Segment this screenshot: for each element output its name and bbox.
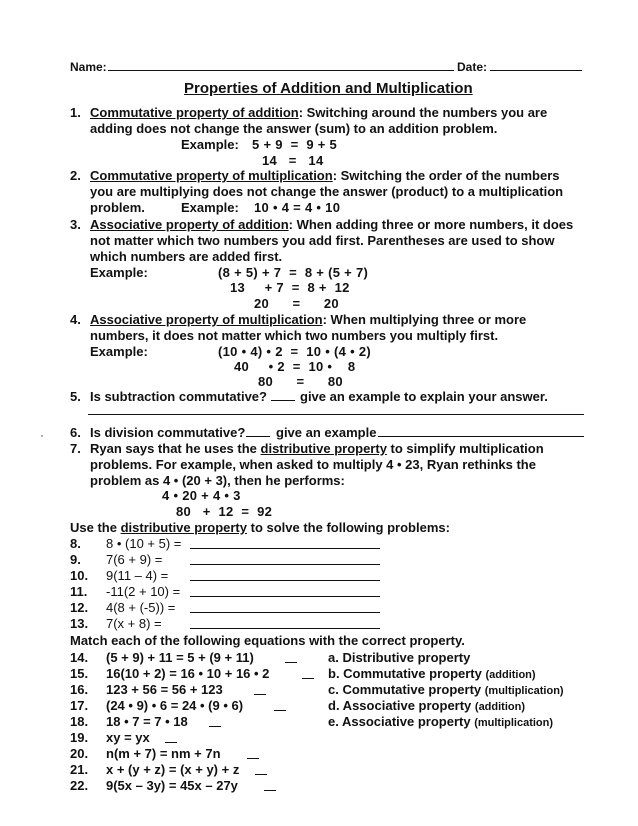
item-4-line-2: numbers, it does not matter which two numbers you multiply first. [90,328,499,343]
item-7-line-2: problems. For example, when asked to multiply 4 • 23, Ryan rethinks the [90,457,536,472]
matching-answer-blank[interactable] [247,758,259,759]
matching-answer-blank[interactable] [209,726,221,727]
item-1-line-1: Commutative property of addition: Switching around the numbers you are [90,105,548,120]
item-1-term: Commutative property of addition [90,105,299,120]
distributive-term: distributive property [120,520,247,535]
distributive-answer-blank[interactable] [190,548,380,549]
item-7-calc-2: 80 + 12 = 92 [176,504,273,519]
matching-answer-blank[interactable] [302,678,314,679]
item-3-example-line-1: (8 + 5) + 7 = 8 + (5 + 7) [218,265,369,280]
item-2-line-3: problem. [90,200,145,215]
matching-choice-label: e. Associative property [328,714,475,729]
item-4-number: 4. [70,312,81,327]
item-5-prompt: give an example to explain your answer. [300,389,548,404]
date-label: Date: [457,60,488,74]
matching-equation: (24 • 9) • 6 = 24 • (9 • 6) [106,698,244,713]
matching-equation-number: 14. [70,650,89,665]
date-field[interactable] [490,70,582,71]
item-3-line-2: not matter which two numbers you add first. Parentheses are used to show [90,233,555,248]
item-3-term: Associative property of addition [90,217,289,232]
matching-equation-number: 18. [70,714,89,729]
item-3-line-1: Associative property of addition: When adding three or more numbers, it does [90,217,574,232]
matching-choice-label: c. Commutative property [328,682,485,697]
matching-choice-note: (addition) [485,669,536,681]
matching-equation-number: 17. [70,698,89,713]
matching-intro: Match each of the following equations with the correct property. [70,633,465,648]
item-6-number: 6. [70,425,81,440]
item-3-example-line-3: 20 = 20 [254,296,339,311]
item-4-example-line-2: 40 • 2 = 10 • 8 [234,359,356,374]
matching-choice-label: d. Associative property [328,698,475,713]
distributive-problem-number: 12. [70,600,89,615]
matching-choice-note: (multiplication) [474,717,554,729]
matching-equation: 16(10 + 2) = 16 • 10 + 16 • 2 [106,666,270,681]
matching-choice [328,650,470,666]
distributive-problem-number: 13. [70,616,89,631]
item-7-line-3: problem as 4 • (20 + 3), then he performs: [90,473,345,488]
matching-equation-number: 15. [70,666,89,681]
matching-equation-number: 19. [70,730,89,745]
item-2-number: 2. [70,168,81,183]
matching-equation: 123 + 56 = 56 + 123 [106,682,223,697]
name-field[interactable] [108,70,454,71]
matching-choice-note: (addition) [474,701,526,713]
matching-equation: 18 • 7 = 7 • 18 [106,714,188,729]
matching-equation-number: 20. [70,746,89,761]
matching-answer-blank[interactable] [285,662,297,663]
item-6-question: Is division commutative? [90,425,246,440]
matching-equation-number: 21. [70,762,89,777]
item-5-question: Is subtraction commutative? [90,389,267,404]
matching-equation-number: 16. [70,682,89,697]
item-1-number: 1. [70,105,81,120]
matching-choice-note: (multiplication) [484,685,564,697]
distributive-problem-expression: 4(8 + (-5)) = [106,600,176,615]
distributive-problem-expression: 8 • (10 + 5) = [106,536,182,551]
matching-equation: n(m + 7) = nm + 7n [106,746,221,761]
item-2-example-label: Example: [181,200,239,215]
item-1-example-line-2: 14 = 14 [262,153,324,168]
item-1-example-line-1: 5 + 9 = 9 + 5 [252,137,338,152]
matching-answer-blank[interactable] [254,694,266,695]
distributive-answer-blank[interactable] [190,612,380,613]
distributive-answer-blank[interactable] [190,564,380,565]
distributive-problem-expression: 7(6 + 9) = [106,552,163,567]
name-label: Name: [70,60,107,74]
matching-choice [328,698,525,715]
item-2-line-2: you are multiplying does not change the answer (product) to a multiplication [90,184,564,199]
matching-equation: (5 + 9) + 11 = 5 + (9 + 11) [106,650,254,665]
distributive-problem-number: 8. [70,536,81,551]
item-3-number: 3. [70,217,81,232]
item-6-answer-blank[interactable] [246,436,270,437]
item-3-example-line-2: 13 + 7 = 8 + 12 [230,280,350,295]
item-2-line-1: Commutative property of multiplication: Switching the order of the numbers [90,168,560,183]
distributive-problem-number: 10. [70,568,89,583]
distributive-problem-number: 9. [70,552,81,567]
item-2-example: 10 • 4 = 4 • 10 [254,200,341,215]
item-6-prompt: give an example [276,425,377,440]
matching-answer-blank[interactable] [165,742,177,743]
item-1-line-2: adding does not change the answer (sum) to an addition problem. [90,121,498,136]
matching-choice-label: b. Commutative property [328,666,486,681]
item-7-number: 7. [70,441,81,456]
distributive-problem-expression: -11(2 + 10) = [106,584,181,599]
distributive-problem-expression: 7(x + 8) = [106,616,162,631]
matching-choice [328,682,564,699]
margin-mark: · [40,428,44,442]
matching-equation: x + (y + z) = (x + y) + z [106,762,240,777]
matching-equation: 9(5x – 3y) = 45x – 27y [106,778,238,793]
item-3-example-label: Example: [90,265,148,280]
item-1-example-label: Example: [181,137,239,152]
item-4-term: Associative property of multiplication [90,312,323,327]
matching-answer-blank[interactable] [274,710,286,711]
item-5-answer-blank[interactable] [271,400,295,401]
matching-answer-blank[interactable] [264,790,276,791]
item-4-example-line-1: (10 • 4) • 2 = 10 • (4 • 2) [218,344,371,359]
distributive-problem-expression: 9(11 – 4) = [106,568,169,583]
item-5-number: 5. [70,389,81,404]
matching-equation-number: 22. [70,778,89,793]
item-2-term: Commutative property of multiplication [90,168,333,183]
item-7-line-1: Ryan says that he uses the distributive property to simplify multiplication [90,441,544,456]
distributive-problem-number: 11. [70,584,88,599]
item-7-calc-1: 4 • 20 + 4 • 3 [162,488,241,503]
page-title: Properties of Addition and Multiplication [184,80,473,97]
matching-choice [328,714,553,731]
item-4-line-1: Associative property of multiplication: When multiplying three or more [90,312,527,327]
item-7-term: distributive property [260,441,387,456]
distributive-answer-blank[interactable] [190,580,380,581]
distributive-intro: Use the distributive property to solve the following problems: [70,520,450,535]
distributive-answer-blank[interactable] [190,596,380,597]
matching-choice [328,666,536,683]
item-3-line-3: which numbers are added first. [90,249,283,264]
item-4-example-line-3: 80 = 80 [258,374,343,389]
item-4-example-label: Example: [90,344,148,359]
matching-answer-blank[interactable] [255,774,267,775]
distributive-answer-blank[interactable] [190,628,380,629]
matching-choice-label: a. Distributive property [328,650,471,665]
item-5-example-line[interactable] [88,414,584,415]
matching-equation: xy = yx [106,730,150,745]
item-6-example-line[interactable] [378,436,584,437]
